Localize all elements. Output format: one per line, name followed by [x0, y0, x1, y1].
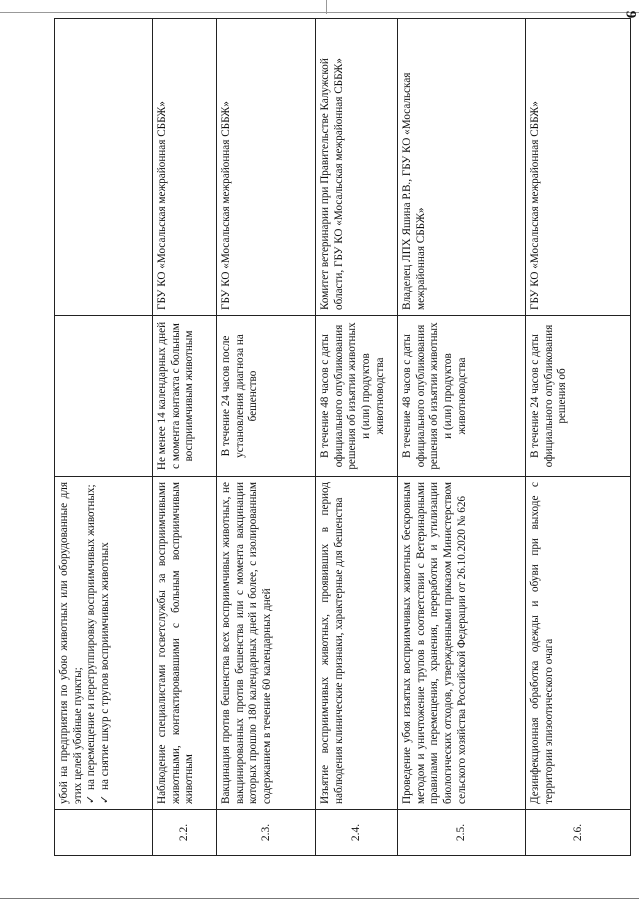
table-row: [153, 19, 217, 856]
responsible-cell: [55, 19, 153, 316]
measures-table: [54, 18, 631, 856]
responsible-cell: ГБУ КО «Мосальская межрайонная СББЖ»: [526, 19, 631, 316]
term-cell: [55, 316, 153, 477]
term-cell: В течение 24 часов с даты официального опубликования решения об: [526, 316, 631, 477]
table-row: [316, 19, 398, 856]
responsible-cell: ГБУ КО «Мосальская межрайонная СББЖ»: [153, 19, 217, 316]
responsible-cell: ГБУ КО «Мосальская межрайонная СББЖ»: [217, 19, 316, 316]
scan-edge-mark: [326, 0, 327, 14]
table-row: [55, 19, 153, 856]
term-cell: В течение 48 часов с даты официального опубликования решения об изъятии животных и (или) продуктов животноводства: [316, 316, 398, 477]
measure-description: Проведение убоя изъятых восприимчивых животных бескровным методом и уничтожение трупов в соответствии с Ветеринарными правилами перемещения, хранения, переработки и утилизации биологических отходов, утвержденными приказом Министерством сельского хозяйства Российской Федерации от 26.10.2020 № 626: [398, 477, 526, 810]
description-text: убой на предприятия по убою животных или оборудованные для этих целей убойные пункты;: [58, 482, 84, 804]
measure-description: Вакцинация против бешенства всех восприимчивых животных, не вакцинированных против бешенства или с момента вакцинации которых прошло 180 календарных дней и более, с изолированным содержанием в течение 60 календарных дней: [217, 477, 316, 810]
measure-description: Наблюдение специалистами госветслужбы за восприимчивыми животными, контактировавшими с больным восприимчивым животным: [153, 477, 217, 810]
term-cell: Не менее 14 календарных дней с момента контакта с больным восприимчивым животным: [153, 316, 217, 477]
responsible-cell: Комитет ветеринарии при Правительстве Калужской области, ГБУ КО «Мосальская межрайонная СББЖ»: [316, 19, 398, 316]
measure-description: Дезинфекционная обработка одежды и обуви при выходе с территории эпизоотического очага: [526, 477, 631, 810]
term-cell: В течение 48 часов с даты официального опубликования решения об изъятии животных и (или) продуктов животноводства: [398, 316, 526, 477]
row-number: 2.3.: [217, 810, 316, 856]
responsible-cell: Владелец ЛПХ Яшина Р.В., ГБУ КО «Мосальская межрайонная СББЖ»: [398, 19, 526, 316]
table-row: [398, 19, 526, 856]
row-number: 2.2.: [153, 810, 217, 856]
term-cell: В течение 24 часов после установления диагноза на бешенство: [217, 316, 316, 477]
page-number: 9: [621, 10, 638, 19]
list-item: ✓ на перемещение и перегруппировку восприимчивых животных;: [85, 482, 99, 804]
measure-description: [55, 477, 153, 810]
scan-edge-bottom: [0, 898, 639, 899]
row-number: 2.6.: [526, 810, 631, 856]
prohibitions-list: [85, 482, 112, 804]
list-item: ✓ на снятие шкур с трупов восприимчивых животных: [99, 482, 113, 804]
rotated-page: [54, 19, 631, 856]
table-row: [217, 19, 316, 856]
row-number: 2.5.: [398, 810, 526, 856]
measure-description: Изъятие восприимчивых животных, проявивших в период наблюдения клинические признаки, характерные для бешенства: [316, 477, 398, 810]
table-row: [526, 19, 631, 856]
row-number: [55, 810, 153, 856]
row-number: 2.4.: [316, 810, 398, 856]
scan-edge-top: [0, 12, 639, 13]
